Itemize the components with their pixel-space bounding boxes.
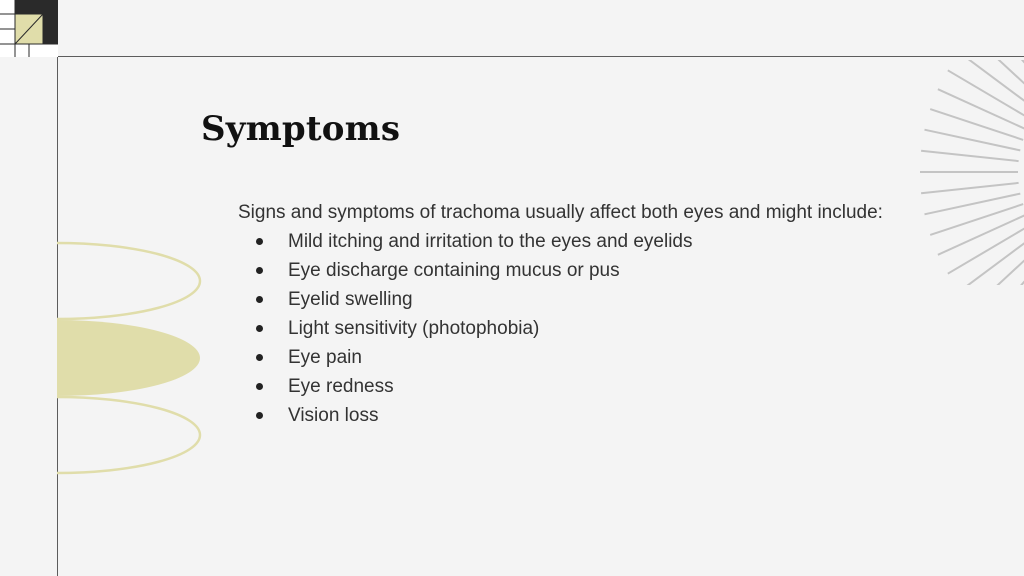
sunburst-ray [938, 214, 1024, 255]
bullet-dot-icon [256, 383, 263, 390]
bullet-dot-icon [256, 296, 263, 303]
list-item [238, 372, 888, 401]
sunburst-ray [938, 89, 1024, 130]
sunburst-ray [921, 183, 1019, 193]
list-item [238, 256, 888, 285]
list-item-text: Vision loss [288, 405, 379, 426]
list-item-text: Light sensitivity (photophobia) [288, 318, 540, 339]
sunburst-ray [921, 151, 1019, 161]
list-item-text: Eyelid swelling [288, 289, 413, 310]
slide-title: Symptoms [201, 109, 401, 149]
decorative-ellipses [0, 235, 215, 480]
bullet-dot-icon [256, 238, 263, 245]
symptom-list [238, 227, 888, 430]
list-item [238, 227, 888, 256]
sunburst-decoration [905, 60, 1024, 285]
sunburst-ray [930, 109, 1023, 140]
grid-logo-icon [0, 0, 58, 57]
bullet-dot-icon [256, 267, 263, 274]
sunburst-ray [925, 130, 1021, 151]
list-item [238, 314, 888, 343]
list-item-text: Mild itching and irritation to the eyes and eyelids [288, 231, 693, 252]
list-item-text: Eye redness [288, 376, 394, 397]
list-item [238, 401, 888, 430]
sunburst-ray [925, 194, 1021, 215]
bullet-dot-icon [256, 354, 263, 361]
intro-paragraph: Signs and symptoms of trachoma usually affect both eyes and might include: [238, 202, 883, 223]
sunburst-ray [948, 224, 1024, 274]
list-item-text: Eye pain [288, 347, 362, 368]
bullet-dot-icon [256, 325, 263, 332]
list-item [238, 343, 888, 372]
list-item-text: Eye discharge containing mucus or pus [288, 260, 620, 281]
top-divider-line [0, 56, 1024, 57]
bullet-dot-icon [256, 412, 263, 419]
sunburst-ray [948, 70, 1024, 120]
list-item [238, 285, 888, 314]
sunburst-ray [930, 204, 1023, 235]
symptoms-content [238, 198, 888, 430]
